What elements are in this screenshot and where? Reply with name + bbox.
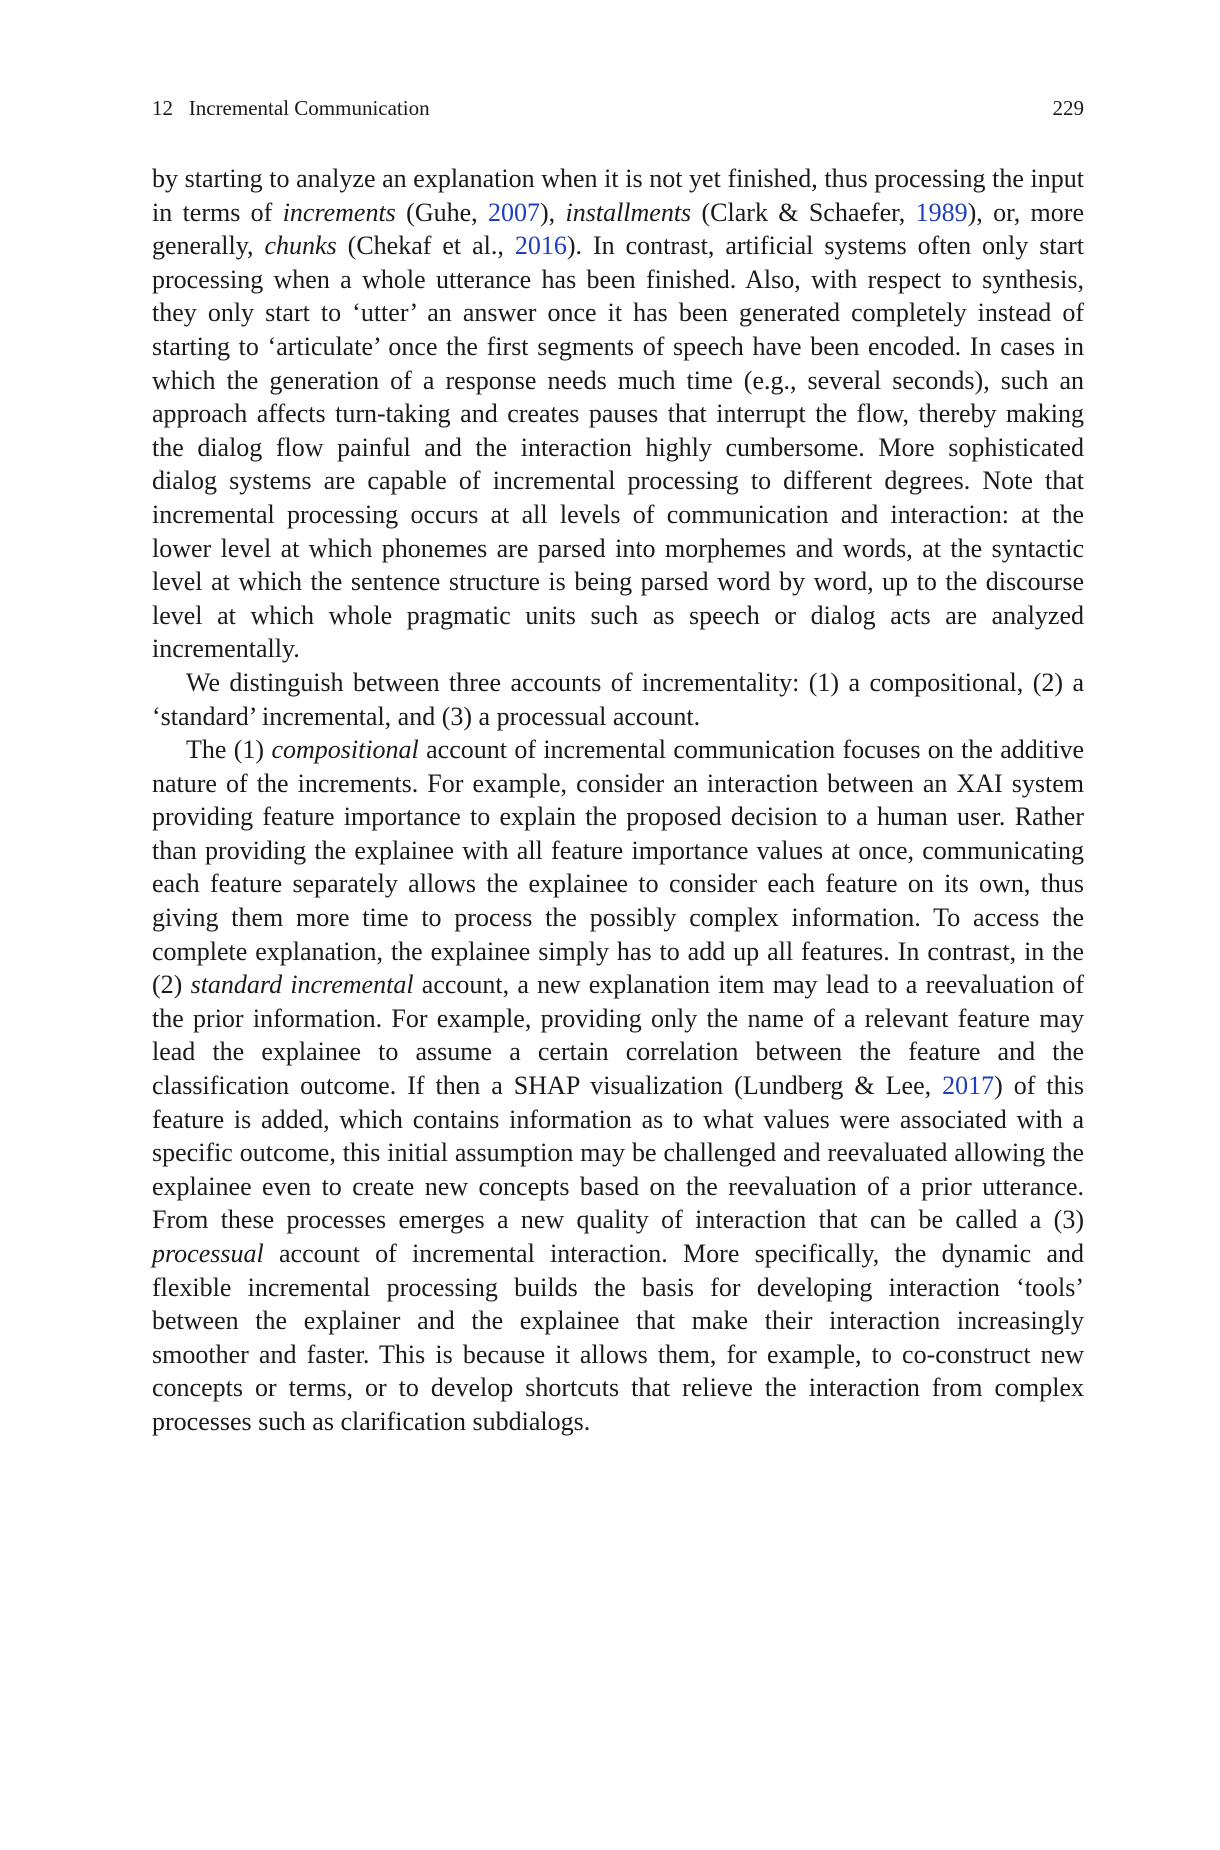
text-run: account of incremental interaction. More specifically, the dynamic and flexible incremental processing builds the basis for developing interaction ‘tools’ between the explainer and the explainee that make their interaction increasingly smoother and faster. This is because it allows them, for example, to co-construct new concepts or terms, or to develop shortcuts that relieve the interaction from complex processes such as clarification subdialogs. (152, 1239, 1084, 1436)
term-increments: increments (282, 197, 396, 227)
term-standard-incremental: standard incremental (190, 970, 414, 1000)
paragraph-3 (152, 733, 1084, 1438)
chapter-title: Incremental Communication (188, 96, 430, 120)
text-run: ) of this feature is added, which contains information as to what values were associated with a specific outcome, this initial assumption may be challenged and reevaluated allowing the explainee even to create new concepts based on the reevaluation of a prior utterance. From these processes emerges a new quality of interaction that can be called a (3) (152, 1071, 1085, 1235)
text-run: (Guhe, (395, 197, 488, 227)
chapter-heading (152, 96, 430, 120)
book-page (152, 96, 1084, 1439)
running-header (152, 96, 1084, 120)
chapter-number: 12 (152, 96, 173, 120)
citation-link-lundberg-2017[interactable]: 2017 (942, 1071, 995, 1101)
text-run: ), (539, 197, 566, 227)
text-run: account, a new explanation item may lead to a reevaluation of the prior information. For example, providing only the name of a relevant feature may lead the explainee to assume a certain correlation between the feature and the classification outcome. If then a SHAP visualization (Lundberg & Lee, (152, 970, 1084, 1101)
page-number: 229 (1052, 96, 1084, 120)
text-run: ), or, more generally, (152, 197, 1084, 261)
paragraph-1 (152, 162, 1084, 666)
text-run: ). In contrast, artificial systems often only start processing when a whole utterance has been finished. Also, with respect to synthesis, they only start to ‘utter’ an answer once it has been generated completely instead of starting to ‘articulate’ once the first segments of speech have been encoded. In cases in which the generation of a response needs much time (e.g., several seconds), such an approach affects turn-taking and creates pauses that interrupt the flow, thereby making the dialog flow painful and the interaction highly cumbersome. More sophisticated dialog systems are capable of incremental processing to different degrees. Note that incremental processing occurs at all levels of communication and interaction: at the lower level at which phonemes are parsed into morphemes and words, at the syntactic level at which the sentence structure is being parsed word by word, up to the discourse level at which whole pragmatic units such as speech or dialog acts are analyzed incrementally. (152, 231, 1084, 664)
citation-link-clark-1989[interactable]: 1989 (915, 197, 968, 227)
text-run: The (1) (186, 735, 272, 765)
text-run: account of incremental communication focuses on the additive nature of the increments. For example, consider an interaction between an XAI system providing feature importance to explain the proposed decision to a human user. Rather than providing the explainee with all feature importance values at once, communicating each feature separately allows the explainee to consider each feature on its own, thus giving them more time to process the possibly complex information. To access the complete explanation, the explainee simply has to add up all features. In contrast, in the (2) (152, 735, 1084, 1000)
citation-link-chekaf-2016[interactable]: 2016 (514, 231, 567, 261)
term-installments: installments (565, 197, 692, 227)
text-run: (Clark & Schaefer, (691, 197, 916, 227)
text-run: by starting to analyze an explanation when it is not yet finished, thus processing the input in terms of (152, 164, 1084, 227)
term-compositional: compositional (271, 735, 419, 765)
paragraph-2: We distinguish between three accounts of incrementality: (1) a compositional, (2) a ‘standard’ incremental, and (3) a processual account. (152, 667, 1084, 731)
citation-link-guhe-2007[interactable]: 2007 (487, 197, 540, 227)
term-chunks: chunks (264, 231, 337, 261)
term-processual: processual (152, 1239, 264, 1268)
body-text (152, 162, 1084, 1439)
text-run: (Chekaf et al., (336, 231, 515, 261)
